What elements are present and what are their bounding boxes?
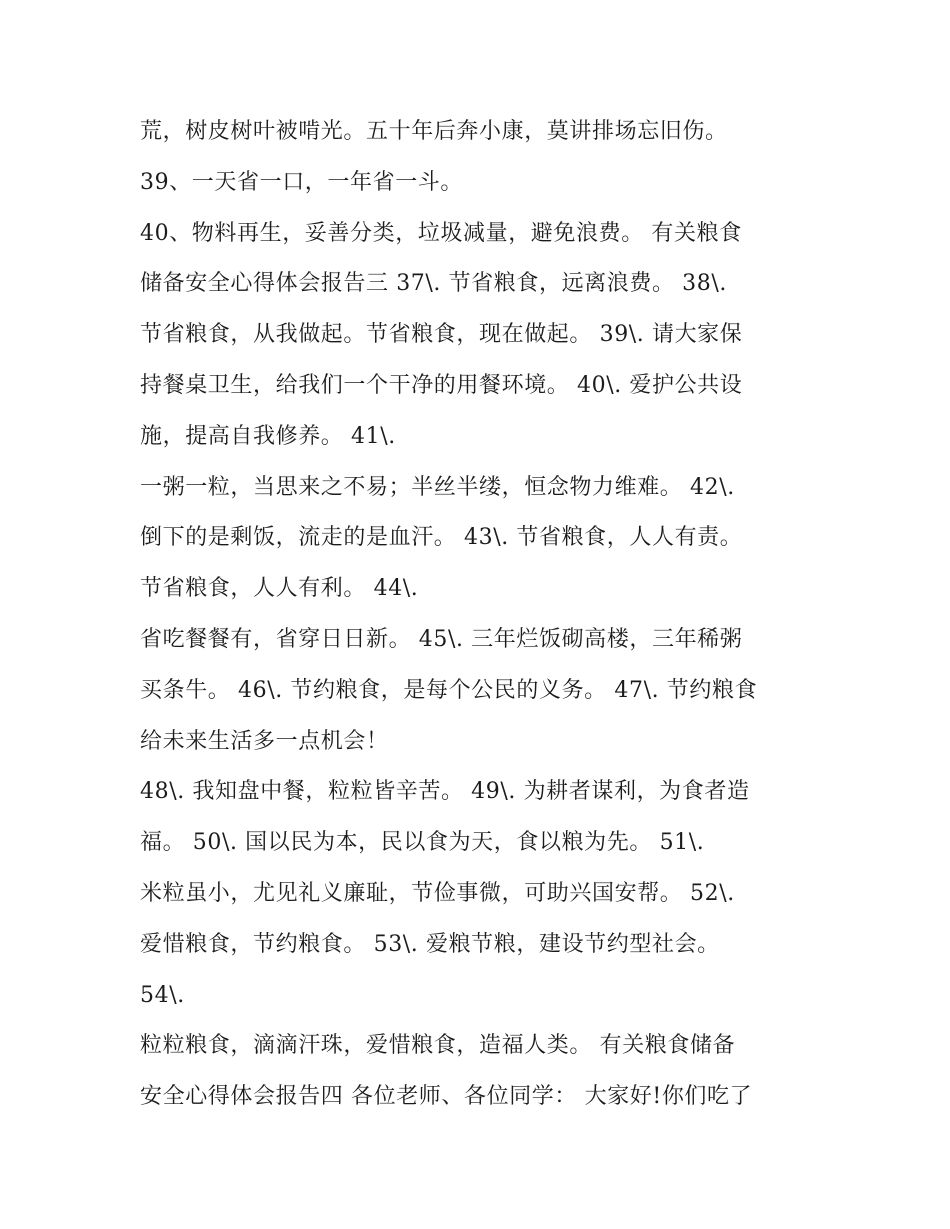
text-line: 买条牛。 46\. 节约粮食，是每个公民的义务。 47\. 节约粮食: [140, 677, 758, 703]
text-line: 爱惜粮食，节约粮食。 53\. 爱粮节粮，建设节约型社会。: [140, 931, 720, 957]
text-line: 39、一天省一口，一年省一斗。: [140, 169, 463, 195]
text-line: 粒粒粮食，滴滴汗珠，爱惜粮食，造福人类。 有关粮食储备: [140, 1033, 736, 1059]
text-line: 一粥一粒，当思来之不易；半丝半缕，恒念物力维难。 42\.: [140, 474, 735, 500]
text-line: 倒下的是剩饭，流走的是血汗。 43\. 节省粮食，人人有责。: [140, 525, 743, 551]
document-body: [140, 107, 820, 1123]
text-line: 福。 50\. 国以民为本，民以食为天，食以粮为先。 51\.: [140, 830, 705, 856]
text-line: 荒，树皮树叶被啃光。五十年后奔小康，莫讲排场忘旧伤。: [140, 119, 728, 144]
text-line: 给未来生活多一点机会！: [140, 728, 389, 754]
text-line: 省吃餐餐有，省穿日日新。 45\. 三年烂饭砌高楼，三年稀粥: [140, 626, 743, 652]
text-line: 54\.: [140, 982, 185, 1008]
text-line: 持餐桌卫生，给我们一个干净的用餐环境。 40\. 爱护公共设: [140, 372, 743, 398]
text-line: 米粒虽小，尤见礼义廉耻，节俭事微，可助兴国安帮。 52\.: [140, 880, 735, 906]
text-line: 安全心得体会报告四 各位老师、各位同学： 大家好!你们吃了: [140, 1084, 753, 1110]
text-line: 施，提高自我修养。 41\.: [140, 423, 396, 449]
text-line: 40、物料再生，妥善分类，垃圾减量，避免浪费。 有关粮食: [140, 220, 742, 246]
text-line: 节省粮食，人人有利。 44\.: [140, 576, 419, 602]
text-line: 储备安全心得体会报告三 37\. 节省粮食，远离浪费。 38\.: [140, 271, 727, 297]
text-line: 48\. 我知盘中餐，粒粒皆辛苦。 49\. 为耕者谋利，为食者造: [140, 779, 750, 805]
text-line: 节省粮食，从我做起。节省粮食，现在做起。 39\. 请大家保: [140, 322, 743, 348]
